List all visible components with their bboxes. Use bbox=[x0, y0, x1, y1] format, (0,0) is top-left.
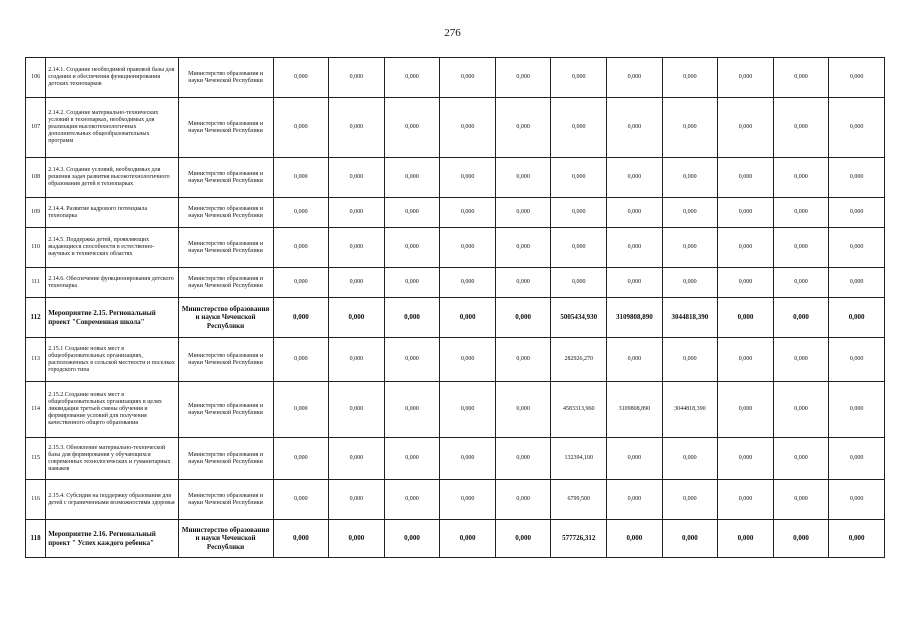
executor-cell: Министерство образования и науки Чеченской Республики bbox=[178, 480, 273, 520]
table-row bbox=[26, 158, 885, 198]
value-cell: 0,000 bbox=[495, 520, 551, 558]
value-cell: 0,000 bbox=[718, 268, 774, 298]
value-cell: 0,000 bbox=[384, 338, 440, 382]
value-cell: 0,000 bbox=[384, 198, 440, 228]
value-cell: 0,000 bbox=[384, 228, 440, 268]
value-cell: 0,000 bbox=[829, 198, 885, 228]
value-cell: 0,000 bbox=[718, 158, 774, 198]
value-cell: 0,000 bbox=[829, 98, 885, 158]
value-cell: 0,000 bbox=[551, 98, 607, 158]
description-cell: 2.15.1 Создание новых мест в общеобразовательных организациях, расположенных в сельской местности и поселках городского типа bbox=[46, 338, 178, 382]
row-number-cell: 106 bbox=[26, 58, 46, 98]
description-cell: 2.14.1. Создание необходимой правовой базы для создания и обеспечения функционирования детских технопарков bbox=[46, 58, 178, 98]
executor-cell: Министерство образования и науки Чеченской Республики bbox=[178, 298, 273, 338]
value-cell: 0,000 bbox=[273, 480, 329, 520]
value-cell: 0,000 bbox=[329, 228, 385, 268]
table-row bbox=[26, 198, 885, 228]
executor-cell: Министерство образования и науки Чеченской Республики bbox=[178, 98, 273, 158]
value-cell: 0,000 bbox=[440, 268, 496, 298]
value-cell: 0,000 bbox=[773, 298, 829, 338]
description-cell: 2.14.5. Поддержка детей, проявляющих выдающиеся способности в естественно-научных и технических областях bbox=[46, 228, 178, 268]
value-cell: 0,000 bbox=[273, 228, 329, 268]
value-cell: 0,000 bbox=[440, 338, 496, 382]
value-cell: 0,000 bbox=[384, 268, 440, 298]
value-cell: 0,000 bbox=[273, 58, 329, 98]
value-cell: 0,000 bbox=[607, 338, 663, 382]
value-cell: 0,000 bbox=[551, 58, 607, 98]
value-cell: 0,000 bbox=[495, 98, 551, 158]
row-number-cell: 107 bbox=[26, 98, 46, 158]
table-row bbox=[26, 58, 885, 98]
value-cell: 0,000 bbox=[718, 520, 774, 558]
value-cell: 0,000 bbox=[329, 438, 385, 480]
value-cell: 0,000 bbox=[440, 520, 496, 558]
value-cell: 0,000 bbox=[607, 438, 663, 480]
value-cell: 6799,500 bbox=[551, 480, 607, 520]
value-cell: 0,000 bbox=[607, 520, 663, 558]
value-cell: 0,000 bbox=[607, 480, 663, 520]
value-cell: 0,000 bbox=[662, 98, 718, 158]
value-cell: 0,000 bbox=[773, 480, 829, 520]
value-cell: 0,000 bbox=[829, 438, 885, 480]
value-cell: 132394,100 bbox=[551, 438, 607, 480]
value-cell: 0,000 bbox=[718, 382, 774, 438]
description-cell: 2.14.3. Создание условий, необходимых для решения задач развития высокотехнологичного образования детей в технопарках bbox=[46, 158, 178, 198]
value-cell: 0,000 bbox=[440, 480, 496, 520]
value-cell: 0,000 bbox=[718, 198, 774, 228]
value-cell: 0,000 bbox=[662, 58, 718, 98]
value-cell: 0,000 bbox=[273, 158, 329, 198]
value-cell: 0,000 bbox=[495, 382, 551, 438]
value-cell: 0,000 bbox=[718, 228, 774, 268]
value-cell: 0,000 bbox=[829, 58, 885, 98]
value-cell: 0,000 bbox=[662, 158, 718, 198]
value-cell: 0,000 bbox=[829, 338, 885, 382]
value-cell: 0,000 bbox=[829, 298, 885, 338]
value-cell: 0,000 bbox=[829, 268, 885, 298]
value-cell: 0,000 bbox=[829, 520, 885, 558]
value-cell: 0,000 bbox=[273, 520, 329, 558]
value-cell: 0,000 bbox=[718, 98, 774, 158]
table-row bbox=[26, 520, 885, 558]
value-cell: 0,000 bbox=[495, 228, 551, 268]
row-number-cell: 114 bbox=[26, 382, 46, 438]
value-cell: 0,000 bbox=[551, 158, 607, 198]
value-cell: 0,000 bbox=[662, 438, 718, 480]
value-cell: 0,000 bbox=[329, 158, 385, 198]
value-cell: 0,000 bbox=[329, 298, 385, 338]
executor-cell: Министерство образования и науки Чеченской Республики bbox=[178, 158, 273, 198]
value-cell: 282926,270 bbox=[551, 338, 607, 382]
value-cell: 4583313,960 bbox=[551, 382, 607, 438]
executor-cell: Министерство образования и науки Чеченской Республики bbox=[178, 58, 273, 98]
row-number-cell: 109 bbox=[26, 198, 46, 228]
value-cell: 3044818,390 bbox=[662, 382, 718, 438]
value-cell: 0,000 bbox=[440, 228, 496, 268]
row-number-cell: 116 bbox=[26, 480, 46, 520]
value-cell: 0,000 bbox=[607, 58, 663, 98]
table-row bbox=[26, 298, 885, 338]
value-cell: 0,000 bbox=[773, 198, 829, 228]
value-cell: 0,000 bbox=[384, 520, 440, 558]
table-row bbox=[26, 480, 885, 520]
executor-cell: Министерство образования и науки Чеченской Республики bbox=[178, 198, 273, 228]
executor-cell: Министерство образования и науки Чеченской Республики bbox=[178, 438, 273, 480]
value-cell: 0,000 bbox=[329, 480, 385, 520]
value-cell: 577726,312 bbox=[551, 520, 607, 558]
value-cell: 0,000 bbox=[607, 228, 663, 268]
value-cell: 0,000 bbox=[329, 58, 385, 98]
value-cell: 0,000 bbox=[329, 338, 385, 382]
description-cell: Мероприятие 2.15. Региональный проект "Современная школа" bbox=[46, 298, 178, 338]
row-number-cell: 118 bbox=[26, 520, 46, 558]
value-cell: 0,000 bbox=[384, 98, 440, 158]
value-cell: 0,000 bbox=[773, 158, 829, 198]
value-cell: 0,000 bbox=[495, 158, 551, 198]
value-cell: 0,000 bbox=[773, 98, 829, 158]
value-cell: 0,000 bbox=[273, 438, 329, 480]
value-cell: 0,000 bbox=[551, 228, 607, 268]
value-cell: 0,000 bbox=[495, 298, 551, 338]
value-cell: 0,000 bbox=[273, 198, 329, 228]
value-cell: 0,000 bbox=[384, 438, 440, 480]
row-number-cell: 111 bbox=[26, 268, 46, 298]
value-cell: 0,000 bbox=[718, 58, 774, 98]
value-cell: 0,000 bbox=[718, 298, 774, 338]
value-cell: 0,000 bbox=[551, 268, 607, 298]
description-cell: 2.14.6. Обеспечение функционирования детского технопарка bbox=[46, 268, 178, 298]
executor-cell: Министерство образования и науки Чеченской Республики bbox=[178, 520, 273, 558]
value-cell: 3109808,890 bbox=[607, 298, 663, 338]
executor-cell: Министерство образования и науки Чеченской Республики bbox=[178, 338, 273, 382]
value-cell: 0,000 bbox=[440, 98, 496, 158]
budget-table bbox=[25, 57, 885, 558]
value-cell: 0,000 bbox=[718, 480, 774, 520]
value-cell: 0,000 bbox=[607, 158, 663, 198]
table-row bbox=[26, 438, 885, 480]
value-cell: 0,000 bbox=[273, 382, 329, 438]
value-cell: 0,000 bbox=[440, 382, 496, 438]
row-number-cell: 112 bbox=[26, 298, 46, 338]
value-cell: 0,000 bbox=[773, 268, 829, 298]
value-cell: 0,000 bbox=[829, 382, 885, 438]
value-cell: 0,000 bbox=[607, 98, 663, 158]
value-cell: 0,000 bbox=[662, 228, 718, 268]
value-cell: 0,000 bbox=[329, 382, 385, 438]
value-cell: 0,000 bbox=[384, 158, 440, 198]
table-row bbox=[26, 98, 885, 158]
row-number-cell: 113 bbox=[26, 338, 46, 382]
value-cell: 0,000 bbox=[329, 198, 385, 228]
description-cell: Мероприятие 2.16. Региональный проект " Успех каждого ребенка" bbox=[46, 520, 178, 558]
value-cell: 0,000 bbox=[829, 158, 885, 198]
value-cell: 0,000 bbox=[440, 438, 496, 480]
value-cell: 0,000 bbox=[495, 480, 551, 520]
table-row bbox=[26, 382, 885, 438]
table-row bbox=[26, 338, 885, 382]
value-cell: 0,000 bbox=[662, 338, 718, 382]
value-cell: 0,000 bbox=[329, 520, 385, 558]
value-cell: 3109808,890 bbox=[607, 382, 663, 438]
value-cell: 0,000 bbox=[773, 338, 829, 382]
value-cell: 0,000 bbox=[329, 268, 385, 298]
table-row bbox=[26, 228, 885, 268]
value-cell: 0,000 bbox=[607, 198, 663, 228]
value-cell: 0,000 bbox=[329, 98, 385, 158]
value-cell: 0,000 bbox=[773, 520, 829, 558]
value-cell: 0,000 bbox=[495, 338, 551, 382]
value-cell: 0,000 bbox=[273, 98, 329, 158]
value-cell: 0,000 bbox=[662, 268, 718, 298]
value-cell: 0,000 bbox=[829, 228, 885, 268]
description-cell: 2.15.4. Субсидия на поддержку образования для детей с ограниченными возможностями здоровья bbox=[46, 480, 178, 520]
value-cell: 0,000 bbox=[718, 338, 774, 382]
value-cell: 0,000 bbox=[384, 480, 440, 520]
value-cell: 0,000 bbox=[773, 438, 829, 480]
value-cell: 0,000 bbox=[607, 268, 663, 298]
value-cell: 0,000 bbox=[773, 228, 829, 268]
page-number: 276 bbox=[444, 27, 461, 39]
description-cell: 2.15.3. Обновление материально-технической базы для формирования у обучающихся современных технологических и гуманитарных навыков bbox=[46, 438, 178, 480]
table-row bbox=[26, 268, 885, 298]
value-cell: 0,000 bbox=[773, 58, 829, 98]
description-cell: 2.15.2.Создание новых мест в общеобразовательных организациях в целях ликвидации третьей смены обучения и формирование условий для получения качественного общего образования bbox=[46, 382, 178, 438]
value-cell: 0,000 bbox=[384, 382, 440, 438]
row-number-cell: 115 bbox=[26, 438, 46, 480]
row-number-cell: 108 bbox=[26, 158, 46, 198]
value-cell: 0,000 bbox=[718, 438, 774, 480]
row-number-cell: 110 bbox=[26, 228, 46, 268]
value-cell: 0,000 bbox=[662, 198, 718, 228]
value-cell: 0,000 bbox=[273, 298, 329, 338]
executor-cell: Министерство образования и науки Чеченской Республики bbox=[178, 268, 273, 298]
value-cell: 0,000 bbox=[495, 438, 551, 480]
value-cell: 3044818,390 bbox=[662, 298, 718, 338]
value-cell: 5005434,930 bbox=[551, 298, 607, 338]
executor-cell: Министерство образования и науки Чеченской Республики bbox=[178, 382, 273, 438]
value-cell: 0,000 bbox=[440, 58, 496, 98]
value-cell: 0,000 bbox=[495, 268, 551, 298]
value-cell: 0,000 bbox=[551, 198, 607, 228]
value-cell: 0,000 bbox=[495, 58, 551, 98]
value-cell: 0,000 bbox=[440, 198, 496, 228]
value-cell: 0,000 bbox=[273, 268, 329, 298]
value-cell: 0,000 bbox=[662, 520, 718, 558]
value-cell: 0,000 bbox=[495, 198, 551, 228]
description-cell: 2.14.2. Создание материально-технических условий в технопарках, необходимых для реализации высокотехнологичных дополнительных общеобразовательных программ bbox=[46, 98, 178, 158]
value-cell: 0,000 bbox=[440, 298, 496, 338]
description-cell: 2.14.4. Развитие кадрового потенциала технопарка bbox=[46, 198, 178, 228]
value-cell: 0,000 bbox=[440, 158, 496, 198]
value-cell: 0,000 bbox=[829, 480, 885, 520]
value-cell: 0,000 bbox=[384, 58, 440, 98]
value-cell: 0,000 bbox=[773, 382, 829, 438]
executor-cell: Министерство образования и науки Чеченской Республики bbox=[178, 228, 273, 268]
value-cell: 0,000 bbox=[273, 338, 329, 382]
value-cell: 0,000 bbox=[662, 480, 718, 520]
value-cell: 0,000 bbox=[384, 298, 440, 338]
